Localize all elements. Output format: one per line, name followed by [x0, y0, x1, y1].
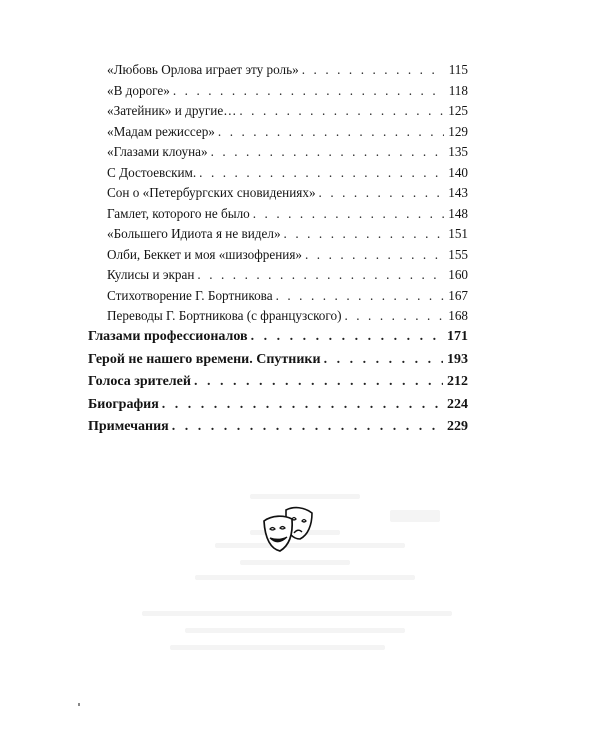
- toc-entry-page: 125: [448, 103, 468, 118]
- dot-leader: [305, 247, 444, 263]
- toc-entry-title: С Достоевским.: [107, 164, 197, 180]
- toc-entry-title: «Любовь Орлова играет эту роль»: [107, 62, 299, 77]
- toc-entry-page: 167: [448, 287, 468, 303]
- toc-section-entry: [88, 352, 468, 374]
- toc-entry-title: Кулисы и экран: [107, 267, 195, 282]
- toc-section-page: 229: [447, 419, 468, 434]
- dot-leader: [276, 288, 444, 304]
- toc-section-title: Голоса зрителей: [88, 374, 191, 389]
- toc-entry-title: Сон о «Петербургских сновидениях»: [107, 185, 316, 200]
- toc-section-title: Глазами профессионалов: [88, 329, 248, 344]
- toc-entry-title: «Мадам режиссер»: [107, 123, 215, 139]
- toc-entry-title: Олби, Беккет и моя «шизофрения»: [107, 246, 302, 262]
- toc-entry: [107, 185, 468, 205]
- dot-leader: [173, 83, 444, 99]
- toc-section-page: 224: [447, 396, 468, 412]
- dot-leader: [172, 419, 443, 435]
- toc-entry-title: «Глазами клоуна»: [107, 144, 208, 159]
- toc-entry: [107, 247, 468, 267]
- dot-leader: [319, 185, 444, 201]
- toc-entry-page: 140: [448, 164, 468, 180]
- toc-section-title: Биография: [88, 396, 159, 412]
- toc-entry: [107, 83, 468, 103]
- toc-entry: [107, 308, 468, 328]
- toc-entry-page: 160: [448, 267, 468, 282]
- toc-entry-title: «Большего Идиота я не видел»: [107, 226, 281, 241]
- toc-section-title: Примечания: [88, 419, 169, 434]
- dot-leader: [194, 374, 443, 390]
- dot-leader: [284, 226, 444, 242]
- theatre-masks-icon: [260, 503, 320, 557]
- toc-entry-title: «Затейник» и другие…: [107, 103, 237, 118]
- toc-entry-title: Переводы Г. Бортникова (с французского): [107, 308, 342, 323]
- dot-leader: [218, 124, 444, 140]
- toc-section-entry: [88, 374, 468, 396]
- toc-entry: [107, 206, 468, 226]
- toc-entry: [107, 62, 468, 82]
- toc-entry-page: 118: [448, 82, 468, 98]
- toc-section-entry: [88, 419, 468, 441]
- toc-entry: [107, 226, 468, 246]
- toc-entry-page: 168: [448, 308, 468, 323]
- toc-section-page: 212: [447, 374, 468, 389]
- toc-entry-page: 135: [448, 144, 468, 159]
- dot-leader: [344, 308, 444, 324]
- toc-entry: [107, 103, 468, 123]
- toc-entry-page: 129: [448, 123, 468, 139]
- dot-leader: [324, 352, 443, 368]
- dot-leader: [199, 165, 444, 181]
- toc-entry-title: «В дороге»: [107, 82, 170, 98]
- dot-leader: [251, 329, 443, 345]
- dot-leader: [211, 144, 444, 160]
- dot-leader: [239, 103, 444, 119]
- toc-entry-page: 155: [448, 246, 468, 262]
- toc-section-page: 193: [447, 351, 468, 367]
- toc-entry-page: 115: [448, 62, 468, 77]
- dot-leader: [253, 206, 444, 222]
- dot-leader: [302, 62, 444, 78]
- dot-leader: [197, 267, 444, 283]
- toc-entry: [107, 124, 468, 144]
- toc-section-title: Герой не нашего времени. Спутники: [88, 351, 321, 367]
- toc-section-entry: [88, 329, 468, 351]
- toc-entry: [107, 144, 468, 164]
- toc-section-page: 171: [447, 329, 468, 344]
- dot-leader: [162, 397, 443, 413]
- toc-entry-title: Гамлет, которого не было: [107, 205, 250, 221]
- toc-entry-page: 143: [448, 185, 468, 200]
- toc-entry: [107, 267, 468, 287]
- page-mark: [78, 703, 80, 706]
- toc-entry-title: Стихотворение Г. Бортникова: [107, 287, 273, 303]
- toc-entry-page: 151: [448, 226, 468, 241]
- toc-entry: [107, 165, 468, 185]
- toc-entry: [107, 288, 468, 308]
- toc-section-entry: [88, 397, 468, 419]
- toc-entry-page: 148: [448, 205, 468, 221]
